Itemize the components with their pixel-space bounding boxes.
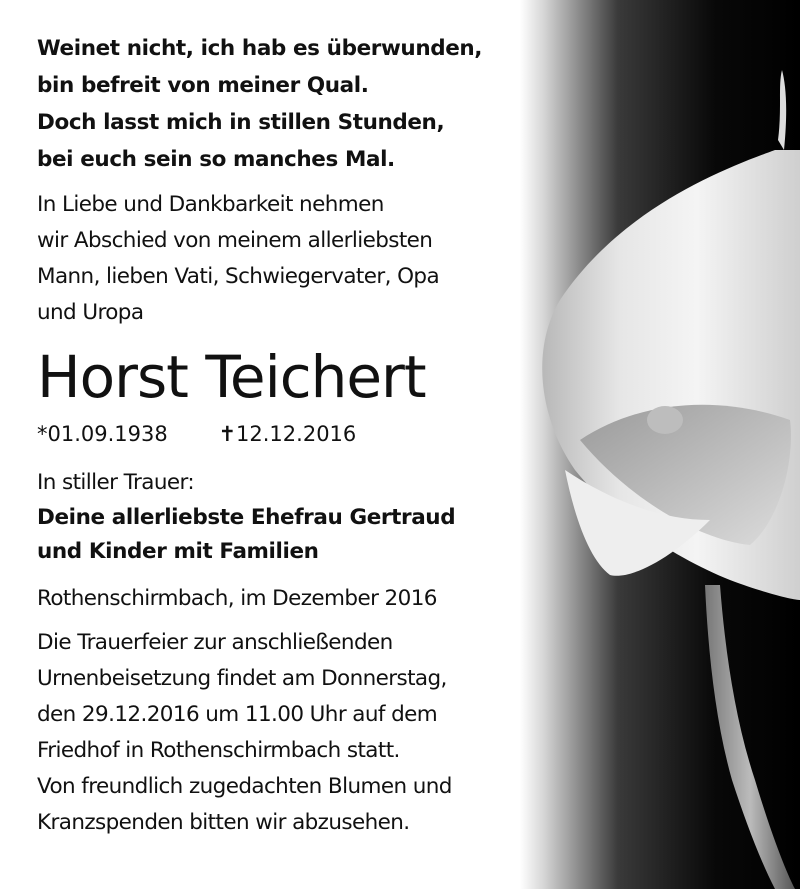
deceased-name: Horst Teichert [37, 343, 426, 411]
verse-line: Weinet nicht, ich hab es überwunden, [37, 36, 483, 61]
mourner-line: und Kinder mit Familien [37, 539, 319, 564]
mourners-block [37, 465, 537, 569]
funeral-line: Von freundlich zugedachten Blumen und [37, 774, 452, 799]
intro-line: und Uropa [37, 300, 144, 325]
calla-lily-icon [520, 0, 800, 889]
funeral-line: Kranzspenden bitten wir abzusehen. [37, 810, 410, 835]
life-dates [37, 417, 537, 451]
intro-line: wir Abschied von meinem allerliebsten [37, 228, 433, 253]
funeral-details [37, 625, 537, 841]
funeral-line: Urnenbeisetzung findet am Donnerstag, [37, 666, 447, 691]
intro-line: In Liebe und Dankbarkeit nehmen [37, 192, 384, 217]
place-date: Rothenschirmbach, im Dezember 2016 [37, 586, 437, 611]
memorial-verse [37, 30, 537, 178]
death-date: ✝12.12.2016 [218, 422, 357, 446]
mourners-label: In stiller Trauer: [37, 470, 195, 495]
mourner-line: Deine allerliebste Ehefrau Gertraud [37, 505, 456, 530]
farewell-intro [37, 187, 537, 331]
verse-line: bei euch sein so manches Mal. [37, 147, 395, 172]
verse-line: Doch lasst mich in stillen Stunden, [37, 110, 445, 135]
birth-date: *01.09.1938 [37, 422, 168, 446]
funeral-line: Friedhof in Rothenschirmbach statt. [37, 738, 400, 763]
verse-line: bin befreit von meiner Qual. [37, 73, 369, 98]
funeral-line: Die Trauerfeier zur anschließenden [37, 630, 393, 655]
funeral-line: den 29.12.2016 um 11.00 Uhr auf dem [37, 702, 438, 727]
notice-text [37, 30, 537, 841]
calla-lily-photo [520, 0, 800, 889]
intro-line: Mann, lieben Vati, Schwiegervater, Opa [37, 264, 440, 289]
